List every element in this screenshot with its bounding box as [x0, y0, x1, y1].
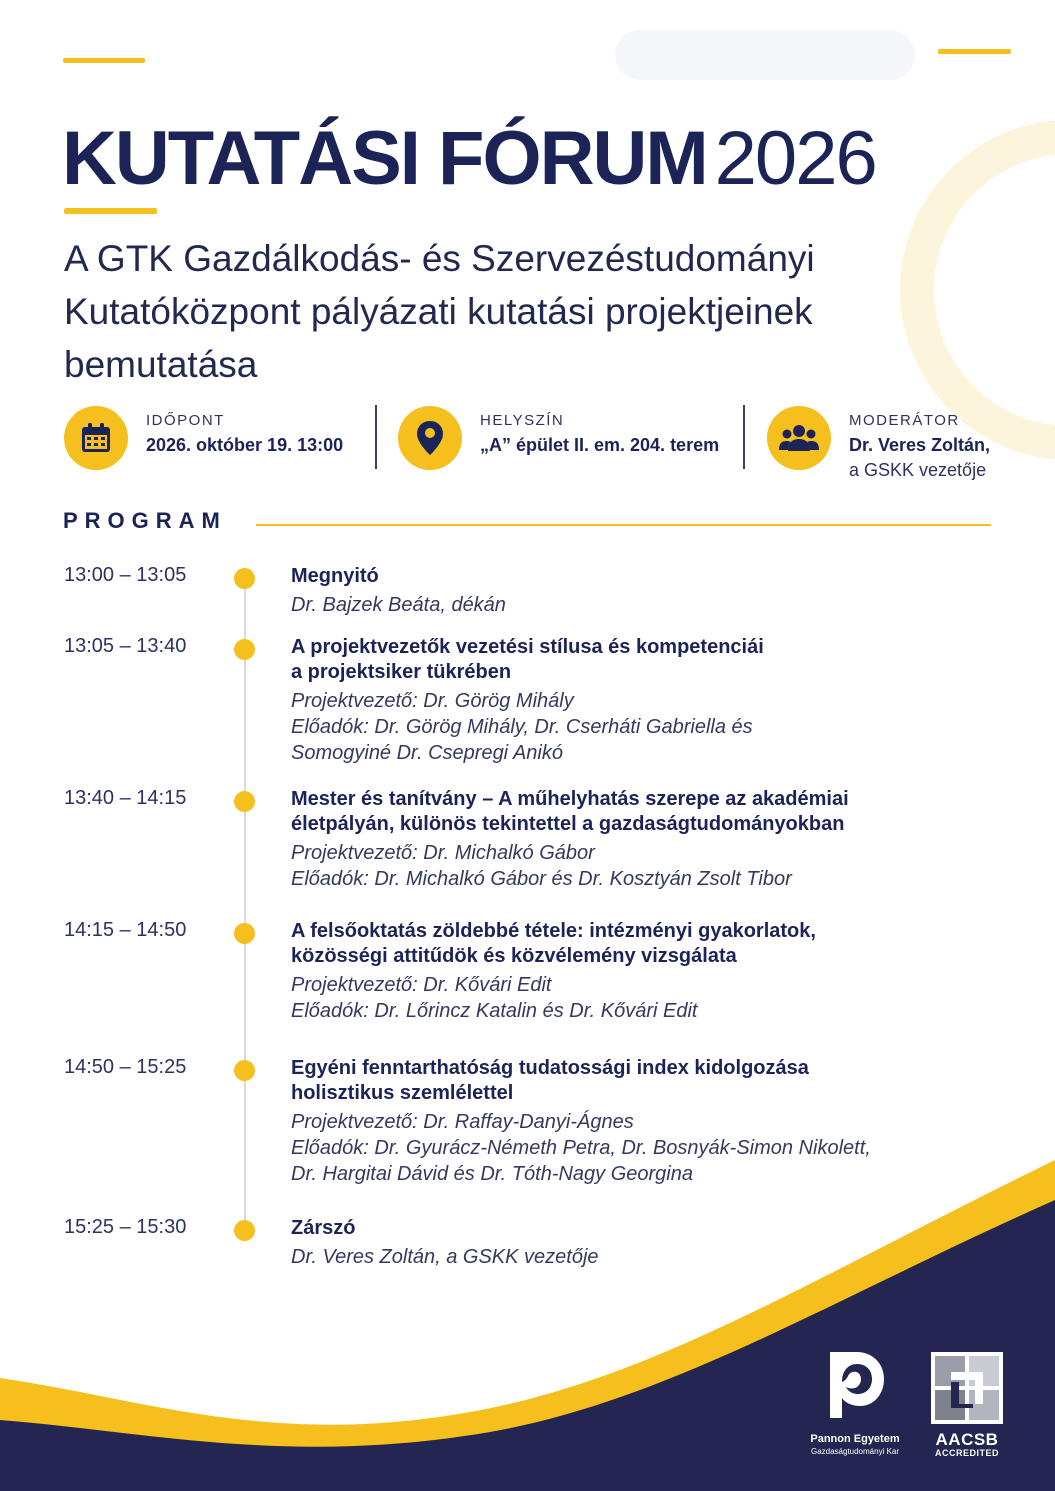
program-title-line: Egyéni fenntarthatóság tudatossági index kidolgozása — [291, 1057, 809, 1079]
program-speakers: Dr. Hargitai Dávid és Dr. Tóth-Nagy Georgina — [291, 1163, 693, 1185]
pannon-name: Pannon Egyetem — [810, 1433, 900, 1445]
aacsb-logo — [930, 1352, 1004, 1458]
info-place-value: „A” épület II. em. 204. terem — [480, 435, 720, 455]
program-heading: PROGRAM — [63, 508, 227, 533]
program-speaker: Dr. Veres Zoltán, a GSKK vezetője — [291, 1246, 599, 1268]
program-title: Zárszó — [291, 1217, 356, 1239]
info-time-label: IDŐPONT — [146, 412, 225, 429]
program-time: 14:15 – 14:50 — [64, 919, 187, 941]
program-title: Megnyitó — [291, 565, 379, 587]
page-subtitle: A GTK Gazdálkodás- és Szervezéstudományi Kutatóközpont pályázati kutatási projektjeinek bemutatása — [64, 238, 815, 385]
program-speakers: Előadók: Dr. Gyurácz-Németh Petra, Dr. Bosnyák-Simon Nikolett, — [291, 1137, 871, 1159]
program-title-line: életpályán, különös tekintettel a gazdaságtudományokban — [291, 813, 845, 835]
pannon-logo-mark — [822, 1348, 888, 1422]
program-time: 13:05 – 13:40 — [64, 635, 187, 657]
info-place-label: HELYSZÍN — [480, 412, 565, 429]
program-title-line: A felsőoktatás zöldebbé tétele: intézményi gyakorlatok, — [291, 920, 816, 942]
program-title-line: holisztikus szemlélettel — [291, 1082, 514, 1104]
program-speakers: Előadók: Dr. Michalkó Gábor és Dr. Kosztyán Zsolt Tibor — [291, 868, 792, 890]
program-time: 13:40 – 14:15 — [64, 787, 187, 809]
title-main: KUTATÁSI FÓRUM — [62, 116, 707, 201]
program-title-line: Mester és tanítvány – A műhelyhatás szerepe az akadémiai — [291, 788, 849, 810]
aacsb-name: AACSB — [935, 1430, 999, 1449]
program-project-lead: Projektvezető: Dr. Görög Mihály — [291, 690, 574, 712]
pannon-egyetem-logo — [800, 1348, 910, 1456]
program-time: 15:25 – 15:30 — [64, 1216, 187, 1238]
program-title-line: közösségi attitűdök és közvélemény vizsgálata — [291, 945, 737, 967]
title-year: 2026 — [714, 116, 876, 201]
program-title-line: a projektsiker tükrében — [291, 661, 512, 683]
program-title-line: A projektvezetők vezetési stílusa és kompetenciái — [291, 636, 764, 658]
info-moderator-name: Dr. Veres Zoltán, — [849, 435, 991, 455]
info-moderator-role: a GSKK vezetője — [849, 460, 987, 480]
program-speakers: Somogyiné Dr. Csepregi Anikó — [291, 742, 563, 764]
info-moderator-label: MODERÁTOR — [849, 412, 960, 429]
program-speaker: Dr. Bajzek Beáta, dékán — [291, 594, 506, 616]
program-project-lead: Projektvezető: Dr. Raffay-Danyi-Ágnes — [291, 1111, 634, 1133]
program-speakers: Előadók: Dr. Lőrincz Katalin és Dr. Kővári Edit — [291, 1000, 698, 1022]
program-project-lead: Projektvezető: Dr. Kővári Edit — [291, 974, 552, 996]
pannon-faculty: Gazdaságtudományi Kar — [810, 1447, 900, 1456]
info-time-value: 2026. október 19. 13:00 — [146, 435, 344, 455]
program-time: 14:50 – 15:25 — [64, 1056, 187, 1078]
program-speakers: Előadók: Dr. Görög Mihály, Dr. Cserháti Gabriella és — [291, 716, 753, 738]
aacsb-logo-mark — [931, 1352, 1003, 1424]
aacsb-accredited: ACCREDITED — [934, 1448, 999, 1458]
program-project-lead: Projektvezető: Dr. Michalkó Gábor — [291, 842, 595, 864]
program-time: 13:00 – 13:05 — [64, 564, 187, 586]
